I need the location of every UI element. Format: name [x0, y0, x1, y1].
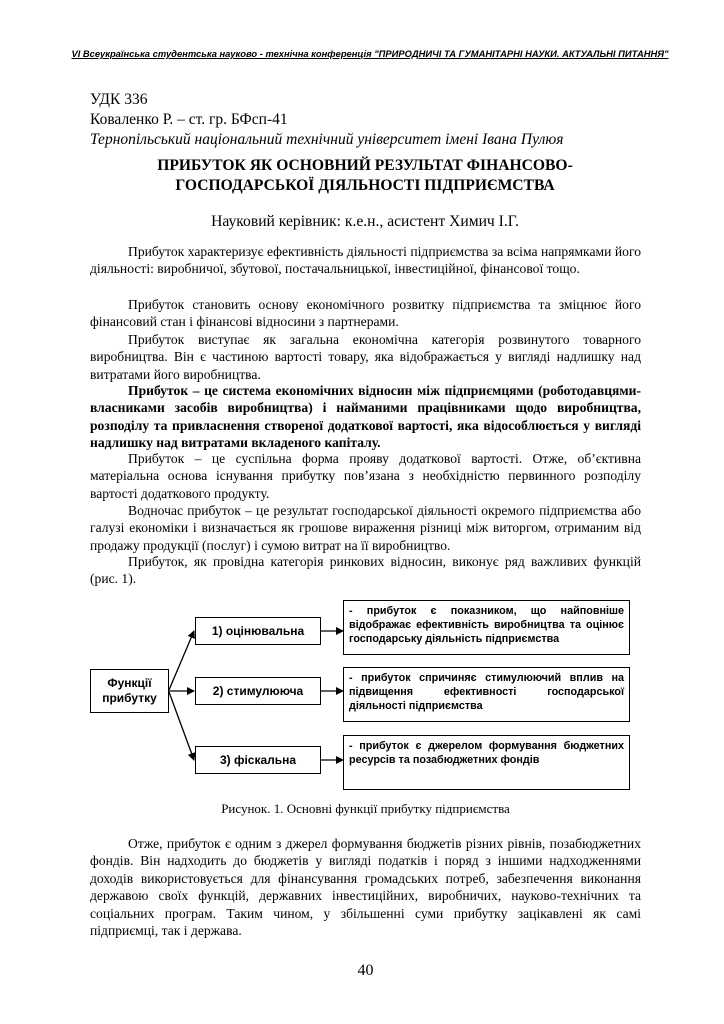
- paragraph-5: Прибуток – це суспільна форма прояву додаткової вартості. Отже, об’єктивна матеріальна основа існування прибутку пов’язана з необхідністю первинного розподілу вартості додаткового продукту.: [90, 451, 641, 501]
- description-box-stimulating: - прибуток спричиняє стимулюючий вплив на підвищення ефективності господарської діяльності підприємства: [343, 667, 630, 722]
- description-box-evaluative: - прибуток є показником, що найповніше відображає ефективність виробництва та оцінює господарську діяльність підприємства: [343, 600, 630, 655]
- paragraph-6: Водночас прибуток – це результат господарської діяльності окремого підприємства або галузі економіки і визначається як грошове вираження різниці між виторгом, отриманим від продажу продукції (послуг) і сумою витрат на її виробництво.: [90, 503, 641, 553]
- paragraph-3: Прибуток виступає як загальна економічна категорія розвинутого товарного виробництва. Він є частиною вартості товару, яка відображається у вигляді надлишку над витратами його виробництва.: [90, 332, 641, 382]
- connector-root-to-func3: [169, 692, 194, 760]
- paper-title: ПРИБУТОК ЯК ОСНОВНИЙ РЕЗУЛЬТАТ ФІНАНСОВО-ГОСПОДАРСЬКОЇ ДІЯЛЬНОСТІ ПІДПРИЄМСТВА: [157, 157, 573, 194]
- figure-caption: Рисунок. 1. Основні функції прибутку підприємства: [221, 801, 510, 816]
- paragraph-7: Прибуток, як провідна категорія ринкових відносин, виконує ряд важливих функцій (рис. 1).: [90, 554, 641, 587]
- page-number: 40: [357, 962, 374, 979]
- affiliation-line: Тернопільський національний технічний університет імені Івана Пулюя: [90, 131, 564, 148]
- function-box-evaluative: 1) оцінювальна: [195, 617, 321, 645]
- udc-code: УДК 336: [90, 91, 148, 108]
- description-box-fiscal: - прибуток є джерелом формування бюджетних ресурсів та позабюджетних фондів: [343, 735, 630, 790]
- paragraph-1: Прибуток характеризує ефективність діяльності підприємства за всіма напрямками його діяльності: виробничої, збутової, постачальницької, інвестиційної, фінансової тощо.: [90, 244, 641, 277]
- function-box-stimulating: 2) стимулююча: [195, 677, 321, 705]
- paragraph-8: Отже, прибуток є одним з джерел формування бюджетів різних рівнів, позабюджетних фондів. Він надходить до бюджетів у вигляді податків і поряд з іншими надходженнями доходів використовується для фінансування громадських потреб, забезпечення виконання державою своїх функцій, державних інвестиційних, виробничих, науково-технічних та соціальних програм. Таким чином, у збільшенні суми прибутку зацікавлені як самі підприємці, так і держава.: [90, 836, 641, 939]
- function-box-fiscal: 3) фіскальна: [195, 746, 321, 774]
- root-box-profit-functions: Функції прибутку: [90, 669, 169, 713]
- conference-header: VІ Всеукраїнська студентська науково - технічна конференція "ПРИРОДНИЧІ ТА ГУМАНІТАРНІ НАУКИ. АКТУАЛЬНІ ПИТАННЯ": [71, 48, 669, 59]
- paragraph-4-definition: Прибуток – це система економічних відносин між підприємцями (роботодавцями-власниками засобів виробництва) і найманими працівниками щодо виробництва, розподілу та привласнення створеної додаткової вартості, яка відособлюється у вигляді надлишку над витратами вкладеного капіталу.: [90, 383, 641, 451]
- functions-diagram: [90, 590, 641, 795]
- connector-root-to-func1: [169, 631, 194, 690]
- paragraph-2: Прибуток становить основу економічного розвитку підприємства та зміцнює його фінансовий стан і фінансові відносини з партнерами.: [90, 297, 641, 330]
- supervisor-line: Науковий керівник: к.е.н., асистент Химич І.Г.: [211, 213, 519, 230]
- author-line: Коваленко Р. – ст. гр. БФсп-41: [90, 111, 288, 128]
